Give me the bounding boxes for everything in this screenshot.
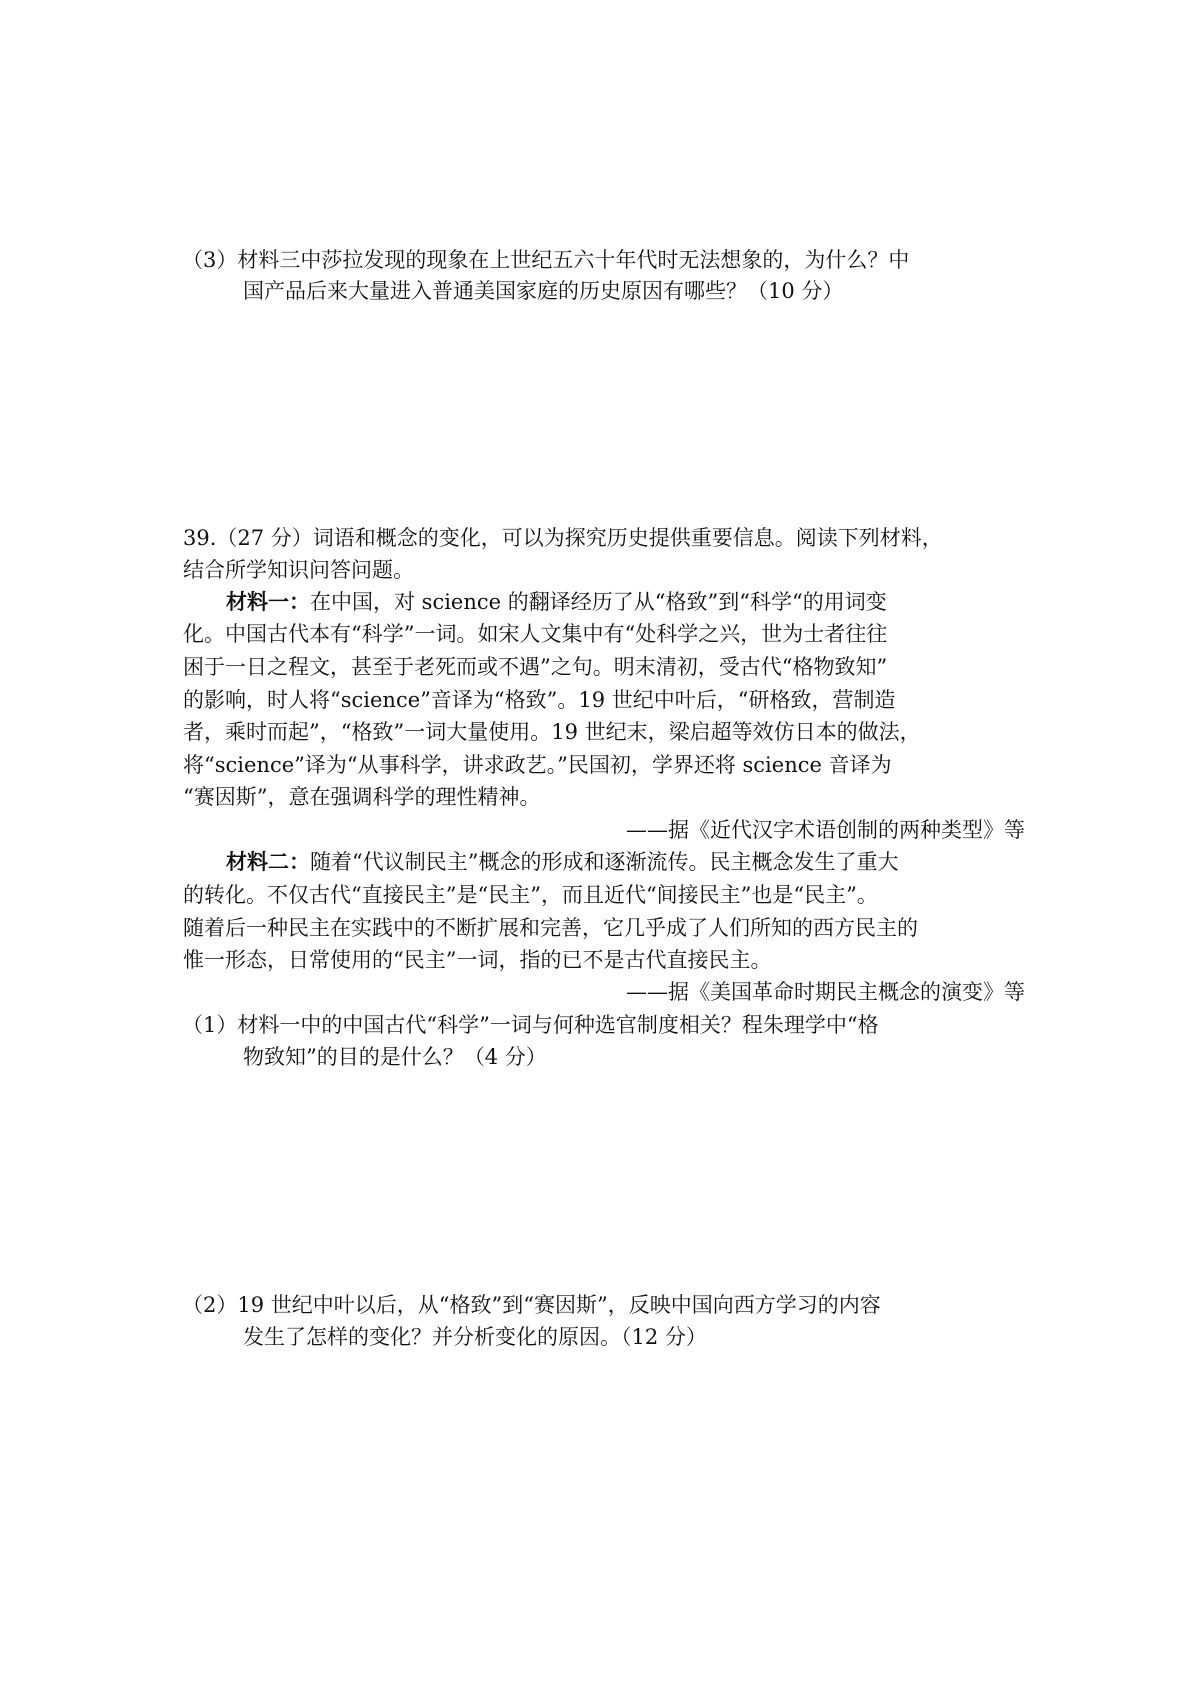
sub1-line-2: 物致知”的目的是什么？（4 分） [243, 1045, 547, 1069]
material1-line-6: 将“science”译为“从事科学，讲求政艺。”民国初，学界还将 science 音译为 [183, 753, 892, 777]
material1-line-2: 化。中国古代本有“科学”一词。如宋人文集中有“处科学之兴，世为士者往往 [183, 622, 888, 646]
material1-line-3: 困于一日之程文，甚至于老死而或不遇”之句。明末清初，受古代“格物致知” [183, 655, 888, 679]
material1-line-5: 者，乘时而起”，“格致”一词大量使用。19 世纪末，梁启超等效仿日本的做法， [183, 720, 921, 744]
material2-line-3: 随着后一种民主在实践中的不断扩展和完善，它几乎成了人们所知的西方民主的 [183, 916, 918, 940]
material1-line-1 [226, 587, 887, 617]
q39-intro-line-1: 39.（27 分）词语和概念的变化，可以为探究历史提供重要信息。阅读下列材料， [183, 526, 943, 550]
material2-label: 材料二： [226, 849, 310, 874]
q3-line-2: 国产品后来大量进入普通美国家庭的历史原因有哪些？（10 分） [243, 279, 844, 303]
q3-line-1: （3）材料三中莎拉发现的现象在上世纪五六十年代时无法想象的，为什么？中 [182, 248, 910, 272]
sub2-line-1: （2）19 世纪中叶以后，从“格致”到“赛因斯”，反映中国向西方学习的内容 [182, 1293, 881, 1317]
material2-line-1 [226, 847, 898, 877]
sub1-line-1: （1）材料一中的中国古代“科学”一词与何种选官制度相关？程朱理学中“格 [182, 1013, 879, 1037]
material1-source: ——据《近代汉字术语创制的两种类型》等 [626, 818, 1025, 842]
sub2-line-2: 发生了怎样的变化？并分析变化的原因。（12 分） [243, 1325, 707, 1349]
material2-line-4: 惟一形态，日常使用的“民主”一词，指的已不是古代直接民主。 [183, 948, 772, 972]
material1-label: 材料一： [226, 589, 310, 614]
q39-intro-line-2: 结合所学知识问答问题。 [183, 558, 414, 582]
material2-source: ——据《美国革命时期民主概念的演变》等 [626, 980, 1025, 1004]
material1-line-7: “赛因斯”，意在强调科学的理性精神。 [183, 785, 541, 809]
material2-line-2: 的转化。不仅古代“直接民主”是“民主”，而且近代“间接民主”也是“民主”。 [183, 883, 878, 907]
material2-text-1: 随着“代议制民主”概念的形成和逐渐流传。民主概念发生了重大 [310, 850, 899, 874]
material1-text-1: 在中国，对 science 的翻译经历了从“格致”到“科学“的用词变 [310, 590, 887, 614]
material1-line-4: 的影响，时人将“science”音译为“格致”。19 世纪中叶后，“研格致，营制造 [183, 688, 896, 712]
